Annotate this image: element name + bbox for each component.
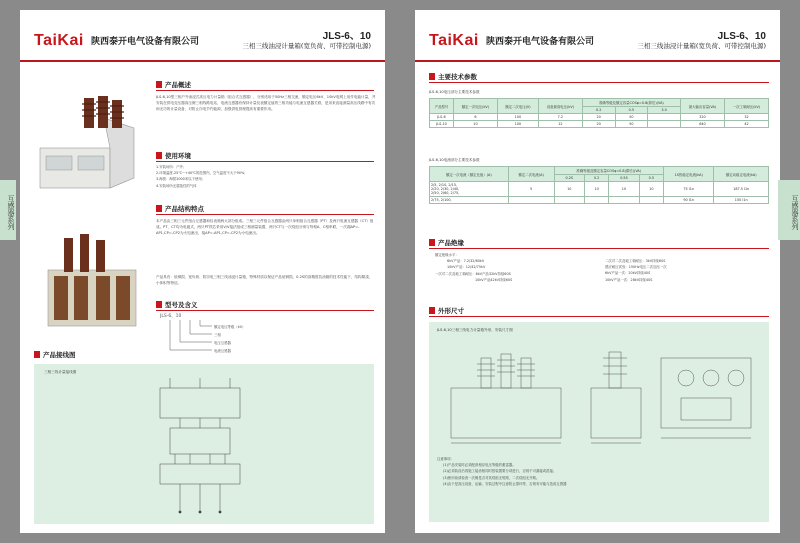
dimensions-caption: JLS-6,10三相三线电力计量箱外形、安装尺寸图: [437, 328, 513, 332]
brand-logo: TaiKai: [34, 32, 84, 49]
divider: [156, 90, 374, 91]
series-side-tab-right: 互感器系列: [778, 180, 800, 240]
environment-heading: 使用环境: [156, 151, 191, 160]
model-title: JLS-6、10: [322, 31, 371, 42]
table-row: 2/5, 2/10, 2/15, 2/20, 2/30, 2/40, 2/50, 2/60, 2/75, 5 10 10 10 10 75 I1n 187.5 I1n: [430, 182, 769, 197]
model-meanings: 额定电压等级（kV） 三相 电压互感器 电流互感器: [214, 325, 246, 353]
wiring-caption: 三相三线计量接线图: [44, 370, 77, 374]
wiring-diagram: [130, 378, 270, 518]
table-row: JLS-6 6 100 7.2 20 50 320 32: [430, 114, 769, 121]
wiring-heading: 产品接线图: [34, 350, 76, 359]
current-params-table: 额定一次电流（额定比值）(A) 额定二次电流(A) 准确等级及额定容量COSφ=0.8(滞后)(VA) 1S热稳定电流(kA) 额定动稳定电流(kA) 0.2S 0.2 0.5S 0.5 2/5, 2/10, 2/15, 2/20, 2/30, 2/40, 2/50, 2/60, 2/75, 5 10 10 10 10 75 I1n 187.5 I1n 2/75, 2/100, 90 I1n 150 I1n: [429, 166, 769, 204]
heading-marker: [156, 301, 162, 308]
transformer-body-photo: [40, 230, 144, 330]
heading-marker: [156, 152, 162, 159]
overview-heading: 产品概述: [156, 80, 191, 89]
insulation-list-left: 额定绝缘水平： 6kV产品：7.2/32/60kV 10kV产品：12/42/75kV 一次对二次及地工频耐压：6kV产品32kV持续60S 10kV产品42kV持续60S: [435, 253, 513, 282]
insulation-heading: 产品绝缘: [429, 238, 464, 247]
table-row: 2/75, 2/100, 90 I1n 150 I1n: [430, 197, 769, 204]
heading-marker: [429, 239, 435, 246]
model-meaning-heading: 型号及含义: [156, 300, 198, 309]
right-header: [415, 10, 780, 62]
environment-list: 1.安装场所：户外； 2.环境温度-25℃~+40℃的范围内，空气温度不大于90%； 3.海拔：海拔2000米以下使用； 4.安装场所无腐蚀性的气体: [156, 165, 248, 188]
model-bracket-diagram: [160, 320, 220, 356]
divider: [429, 82, 769, 83]
features-text-2: 产品具有：低铜损、宽负荷、防窃电三相三线油浸计量箱，特殊材质以保证产品低铜损，0.2S的高精度抗油箱的技术性能下，结构紧凑，小体积等特征。: [156, 275, 373, 285]
model-description: 三相三线油浸计量箱(宽负荷、可带控制电源): [242, 42, 371, 50]
divider: [156, 161, 374, 162]
series-side-tab: 互感器系列: [0, 180, 16, 240]
heading-marker: [156, 205, 162, 212]
outline-drawing: [441, 338, 761, 448]
right-page: [415, 10, 780, 533]
heading-marker: [156, 81, 162, 88]
brand-logo: TaiKai: [429, 32, 479, 49]
divider: [429, 316, 769, 317]
heading-marker: [429, 73, 435, 80]
overview-text: JLS-6,10型三相户外油浸式高压电力计量箱（组合式互感器），分别适用于50Hz三相交流，额定电压6kV、10kV电网上用作电能计量，并安装在供电变压器高压侧三相线路电站，电流互感器有保持计量仪表额定值的三相功能与电流互感器关联，是用来直接测量高压线路中有功和无功的计量设备，对防止窃电节约能源，加强供电管理提高有重要作用。: [156, 95, 376, 111]
model-title: JLS-6、10: [717, 31, 766, 42]
company-name: 陕西泰开电气设备有限公司: [91, 37, 200, 47]
divider: [429, 248, 769, 249]
heading-marker: [429, 307, 435, 314]
model-code: JLS-6、10: [160, 314, 182, 319]
table-row: JLS-10 10 100 12 20 50 640 42: [430, 121, 769, 128]
notes: 注意事项： (1)产品安装时必须配套相应电压等级的避雷器。 (2)必须装设后再施工接油相同时按装置要分项进行，否则不可漏接或混接。 (3)使用前请检查一次侧是否对其绕组无短路，二次绕组无开路。 (4)由于是高压设备，运输、安装过程中注意防止损坏等，否则有可能与造成互感器: [437, 457, 567, 486]
heading-marker: [34, 351, 40, 358]
divider: [156, 310, 374, 311]
table1-caption: JLS-6,10电压部分主要技术参数: [429, 90, 480, 94]
divider: [156, 214, 374, 215]
features-heading: 产品结构特点: [156, 204, 204, 213]
transformer-photo: [34, 88, 146, 196]
company-name: 陕西泰开电气设备有限公司: [486, 37, 595, 47]
params-heading: 主要技术参数: [429, 72, 477, 81]
left-page: [20, 10, 385, 533]
insulation-list-right: 二次对二次及地工频耐压：3kV持续60S 感应耐压试验：150Hz电压二次加压一次 6kV产品一次：20kV持续40S 10kV产品一次：28kV持续40S: [605, 259, 667, 282]
table2-caption: JLS-6,10电流部分主要技术参数: [429, 158, 480, 162]
voltage-params-table: 产品型号 额定一次电压(kV) 额定二次电压(V) 设备最高电压(kV) 准确等级及额定容量COSφ=0.8(滞后)(VA) 最大输出容量(VA) 一次工频耐压(kV) 0.2 0.5 3.0 JLS-6 6 100 7.2 20 50 320 32 JLS-10 10 100 12 20 50 640 42: [429, 98, 769, 128]
features-text-1: 本产品由三相三元件组合互感器和仪表箱两大部分组成。三相三元件组合互感器由两只单相组合互感器（PT）及两只电流互感器（CT）组成。PT、CT均为电磁式，两只PT铁芯采用V/V接法组成三相测量装置，两只CT与一次绕组分别与每相A、C相串联，一次端AP=-AP1,CP=-CP2为火电流出，接AP=-AP1,CP=-CP2为小电流出。: [156, 219, 374, 235]
model-description: 三相三线油浸计量箱(宽负荷、可带控制电源): [637, 42, 766, 50]
left-header: [20, 10, 385, 62]
dimensions-heading: 外形尺寸: [429, 306, 464, 315]
